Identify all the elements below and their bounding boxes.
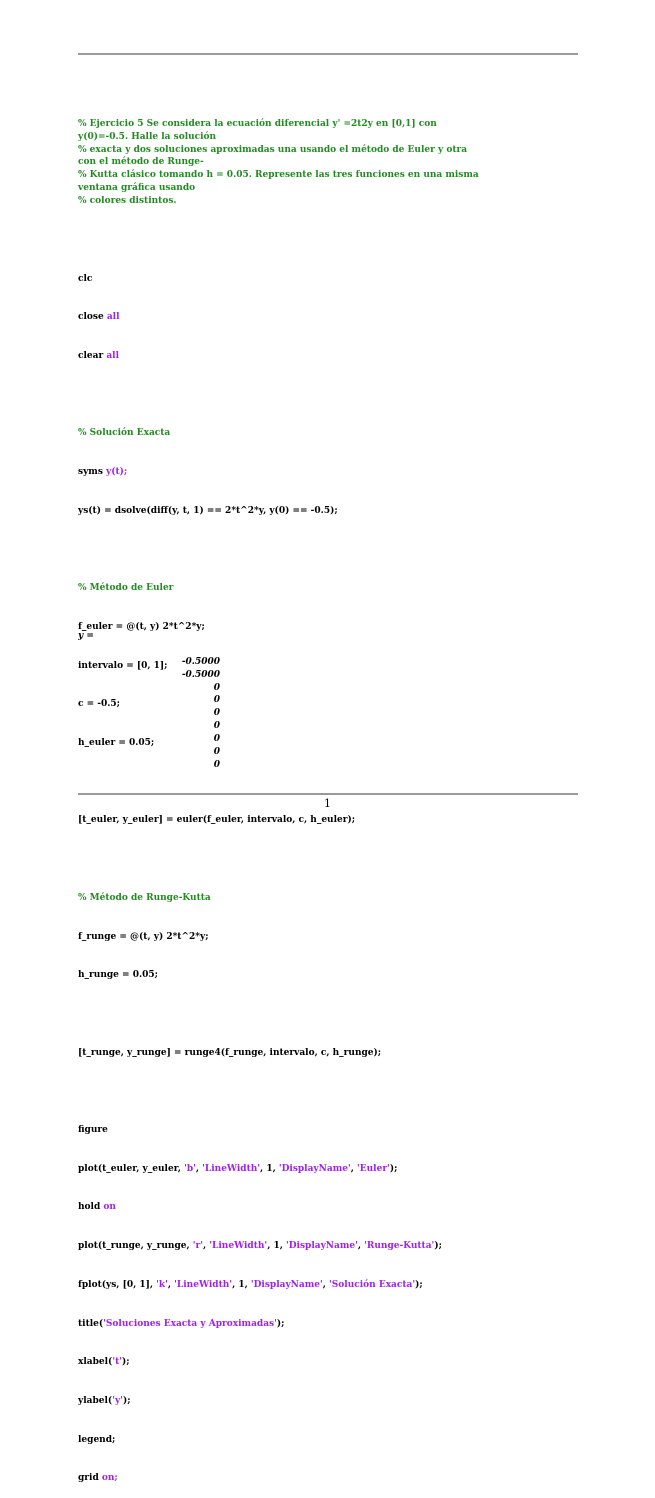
code-line-title [78,1318,578,1331]
code-line-clear [78,350,578,363]
intro-comment-line: ventana gráfica usando [78,183,196,194]
intro-comment-line: % Kutta clásico tomando h = 0.05. Represente las tres funciones en una misma [78,170,479,181]
code-string: 'Euler' [357,1163,390,1174]
code-string: 'Solución Exacta' [329,1279,416,1290]
code-string: 'DisplayName' [278,1163,351,1174]
code-token: grid [78,1473,102,1484]
output-value: 0 [213,721,220,732]
code-line-syms [78,466,578,479]
code-string: 'DisplayName' [285,1241,358,1252]
code-line-hold [78,1201,578,1214]
code-line-f-euler: f_euler = @(t, y) 2*t^2*y; [78,621,205,632]
output-value: 0 [213,708,220,719]
intro-comment-block [78,118,578,208]
code-line-clc: clc [78,273,93,284]
code-token: title( [78,1318,104,1329]
code-string: 'DisplayName' [250,1279,323,1290]
command-output [78,630,378,772]
intro-comment-line: % Ejercicio 5 Se considera la ecuación diferencial y' =2t2y en [0,1] con [78,118,437,129]
code-token: , [322,1279,330,1290]
code-token: syms [78,467,107,478]
code-line-c: c = -0.5; [78,699,121,710]
code-token: ); [121,1357,130,1368]
code-token: , [203,1241,210,1252]
footer-rule [78,793,578,795]
code-line-grid [78,1472,578,1485]
code-token: xlabel( [78,1357,113,1368]
output-value: -0.5000 [181,669,220,680]
code-token: , [167,1279,175,1290]
code-keyword: on; [101,1473,118,1484]
code-token: hold [78,1202,104,1213]
code-token: ); [434,1241,442,1252]
output-value: 0 [213,747,220,758]
code-line-plot-runge [78,1240,578,1253]
code-line-h-euler: h_euler = 0.05; [78,738,155,748]
intro-comment-line: y(0)=-0.5. Halle la solución [78,131,217,142]
code-token: ); [415,1279,423,1290]
code-line-h-runge: h_runge = 0.05; [78,970,158,981]
code-token: , 1, [260,1163,279,1174]
code-token: ); [122,1395,131,1406]
intro-comment-line: con el método de Runge- [78,157,204,168]
code-token: ylabel( [78,1395,113,1406]
code-line-euler-call: [t_euler, y_euler] = euler(f_euler, intervalo, c, h_euler); [78,815,356,826]
code-token: ); [276,1318,285,1329]
code-token: close [78,312,107,323]
code-token: , [350,1163,358,1174]
code-line-legend: legend; [78,1434,116,1445]
code-keyword: all [106,350,120,361]
comment-euler: % Método de Euler [78,583,174,594]
code-line-figure: figure [78,1125,108,1136]
output-value: 0 [213,682,220,693]
code-token: plot(t_euler, y_euler, [78,1163,185,1174]
code-line-ylabel [78,1395,578,1408]
code-string: 'Runge-Kutta' [364,1241,435,1252]
output-value: 0 [213,695,220,706]
output-values [78,656,378,772]
code-token: , 1, [232,1279,251,1290]
code-string: 'LineWidth' [174,1279,233,1290]
code-line-plot-euler [78,1163,578,1176]
output-value: 0 [213,759,220,770]
code-keyword: all [106,312,120,323]
intro-comment-line: % exacta y dos soluciones aproximadas una usando el método de Euler y otra [78,144,468,155]
page-number: 1 [324,797,331,810]
code-line-fplot [78,1279,578,1292]
code-line-intervalo: intervalo = [0, 1]; [78,660,168,671]
code-token: , 1, [267,1241,286,1252]
code-string: 'LineWidth' [209,1241,268,1252]
code-listing [78,92,578,1498]
code-token: plot(t_runge, y_runge, [78,1241,193,1252]
code-string: 't' [112,1357,122,1368]
code-string: 'LineWidth' [202,1163,261,1174]
code-token: clear [78,350,107,361]
comment-exact-solution: % Solución Exacta [78,428,171,439]
header-rule [78,53,578,55]
code-token: fplot(ys, [0, 1], [78,1279,157,1290]
intro-comment-line: % colores distintos. [78,196,177,207]
code-string: 'Soluciones Exacta y Aproximadas' [103,1318,277,1329]
code-line-dsolve: ys(t) = dsolve(diff(y, t, 1) == 2*t^2*y, y(0) == -0.5); [78,505,338,516]
code-line-f-runge: f_runge = @(t, y) 2*t^2*y; [78,931,209,942]
code-keyword: on [103,1202,116,1213]
code-string: 'k' [156,1279,168,1290]
code-string: 'y' [112,1395,123,1406]
code-line-close [78,311,578,324]
code-token: ); [389,1163,398,1174]
code-line-runge-call: [t_runge, y_runge] = runge4(f_runge, intervalo, c, h_runge); [78,1047,382,1058]
code-keyword: y(t); [106,467,128,478]
code-token: , [357,1241,365,1252]
output-variable-label: y = [78,631,94,641]
code-string: 'b' [184,1163,196,1174]
comment-runge-kutta: % Método de Runge-Kutta [78,892,211,903]
code-token: , [195,1163,203,1174]
code-string: 'r' [192,1241,204,1252]
output-value: -0.5000 [181,656,220,667]
code-line-xlabel [78,1356,578,1369]
output-value: 0 [213,734,220,745]
